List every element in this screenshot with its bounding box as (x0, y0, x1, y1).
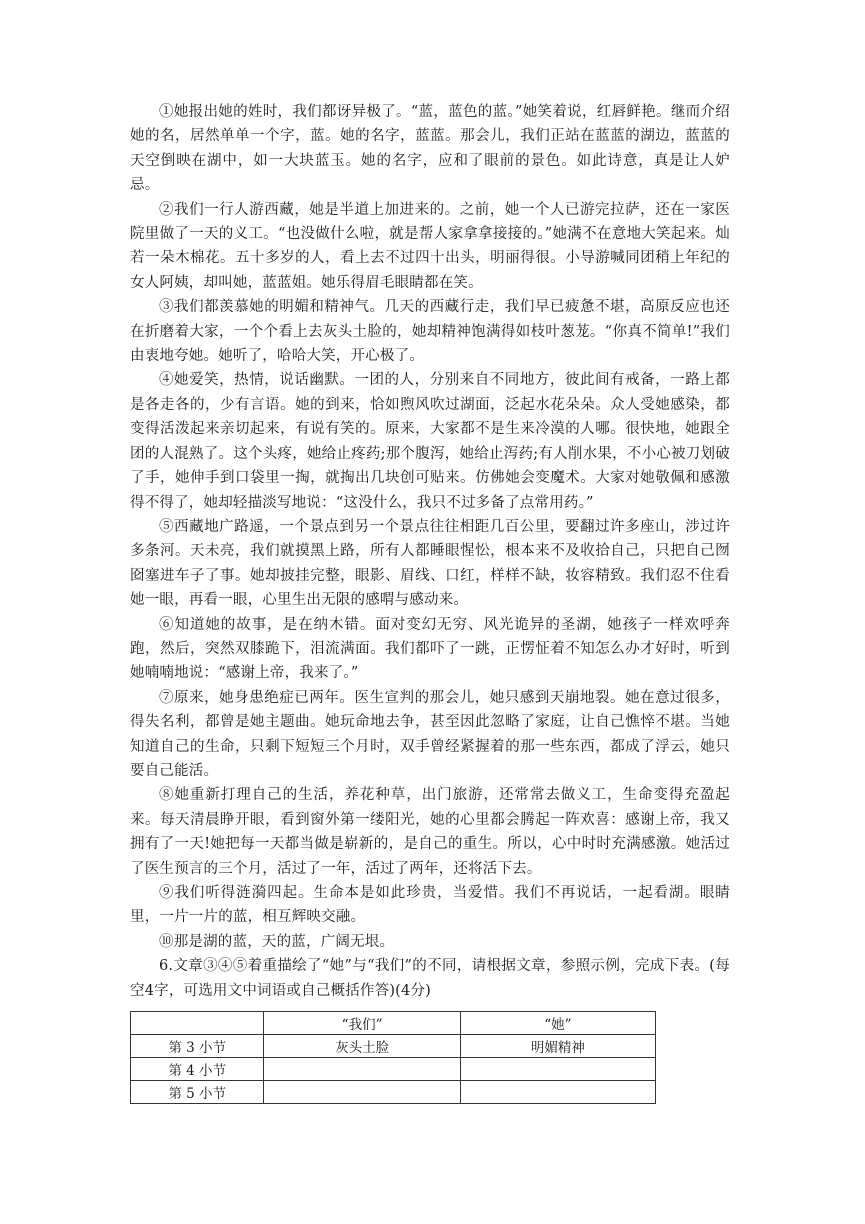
table-row (131, 1058, 656, 1081)
paragraph-6: ⑥知道她的故事，是在纳木错。面对变幻无穷、风光诡异的圣湖，她孩子一样欢呼奔跑，然后，突然双膝跪下，泪流满面。我们都吓了一跳，正愣怔着不知怎么办才好时，听到她喃喃地说：“感谢上帝，我来了。” (130, 616, 730, 682)
paragraph-5: ⑤西藏地广路遥，一个景点到另一个景点往往相距几百公里，要翻过许多座山，涉过许多条河。天未亮，我们就摸黑上路，所有人都睡眼惺忪，根本来不及收拾自己，只把自己囫囵塞进车子了事。她却披挂完整，眼影、眉线、口红，样样不缺，妆容精致。我们忍不住看她一眼，再看一眼，心里生出无限的感喟与感动来。 (130, 518, 730, 609)
answer-cell[interactable] (264, 1058, 460, 1081)
answer-cell[interactable] (460, 1058, 655, 1081)
question-6: 6.文章③④⑤着重描绘了“她”与“我们”的不同，请根据文章，参照示例，完成下表。(每空4字，可选用文中词语或自己概括作答)(4分) (130, 958, 730, 999)
paragraph-8: ⑧她重新打理自己的生活，养花种草，出门旅游，还常常去做义工，生命变得充盈起来。每天清晨睁开眼，看到窗外第一缕阳光，她的心里都会腾起一阵欢喜：感谢上帝，我又拥有了一天!她把每一天都当做是崭新的，是自己的重生。所以，心中时时充满感激。她活过了医生预言的三个月，活过了一年，活过了两年，还将活下去。 (130, 787, 730, 877)
answer-cell[interactable] (460, 1081, 655, 1104)
answer-table (130, 1011, 656, 1104)
paragraph-4: ④她爱笑，热情，说话幽默。一团的人，分别来自不同地方，彼此间有戒备，一路上都是各走各的，少有言语。她的到来，恰如煦风吹过湖面，泛起水花朵朵。众人受她感染，都变得活泼起来亲切起来，有说有笑的。原来，大家都不是生来冷漠的人哪。很快地，她跟全团的人混熟了。这个头疼，她给止疼药;那个腹泻，她给止泻药;有人削水果，不小心被刀划破了手，她伸手到口袋里一掏，就掏出几块创可贴来。仿佛她会变魔术。大家对她敬佩和感激得不得了，她却轻描淡写地说：“这没什么，我只不过多备了点常用药。” (130, 372, 730, 511)
paragraph-1: ①她报出她的姓时，我们都讶异极了。“蓝，蓝色的蓝。”她笑着说，红唇鲜艳。继而介绍她的名，居然单单一个字，蓝。她的名字，蓝蓝。那会儿，我们正站在蓝蓝的湖边，蓝蓝的天空倒映在湖中，如一大块蓝玉。她的名字，应和了眼前的景色。如此诗意，真是让人妒忌。 (130, 104, 730, 194)
paragraph-7: ⑦原来，她身患绝症已两年。医生宣判的那会儿，她只感到天崩地裂。她在意过很多，得失名利，都曾是她主题曲。她玩命地去争，甚至因此忽略了家庭，让自己憔悴不堪。当她知道自己的生命，只剩下短短三个月时，双手曾经紧握着的那一些东西，都成了浮云，她只要自己能活。 (130, 689, 730, 779)
article (130, 100, 730, 1003)
table-row (131, 1035, 656, 1058)
table-header-cell: “我们” (264, 1012, 460, 1035)
table-row (131, 1081, 656, 1104)
table-header-row (131, 1012, 656, 1035)
answer-cell: 明媚精神 (460, 1035, 655, 1058)
table-header-cell: “她” (460, 1012, 655, 1035)
row-label: 第 4 小节 (131, 1058, 264, 1081)
paragraph-2: ②我们一行人游西藏，她是半道上加进来的。之前，她一个人已游完拉萨，还在一家医院里做了一天的义工。“也没做什么啦，就是帮人家拿拿接接的。”她满不在意地大笑起来。灿若一朵木棉花。五十多岁的人，看上去不过四十出头，明丽得很。小导游喊同团稍上年纪的女人阿姨，却叫她，蓝蓝姐。她乐得眉毛眼睛都在笑。 (130, 201, 730, 291)
table-header-cell (131, 1012, 264, 1035)
row-label: 第 3 小节 (131, 1035, 264, 1058)
answer-cell: 灰头土脸 (264, 1035, 460, 1058)
answer-cell[interactable] (264, 1081, 460, 1104)
row-label: 第 5 小节 (131, 1081, 264, 1104)
paragraph-3: ③我们都羡慕她的明媚和精神气。几天的西藏行走，我们早已疲惫不堪，高原反应也还在折磨着大家，一个个看上去灰头土脸的，她却精神饱满得如枝叶葱茏。“你真不简单!”我们由衷地夸她。她听了，哈哈大笑，开心极了。 (130, 299, 730, 365)
paragraph-10: ⑩那是湖的蓝，天的蓝，广阔无垠。 (159, 933, 395, 950)
paragraph-9: ⑨我们听得涟漪四起。生命本是如此珍贵，当爱惜。我们不再说话，一起看湖。眼睛里，一片一片的蓝，相互辉映交融。 (130, 885, 730, 926)
